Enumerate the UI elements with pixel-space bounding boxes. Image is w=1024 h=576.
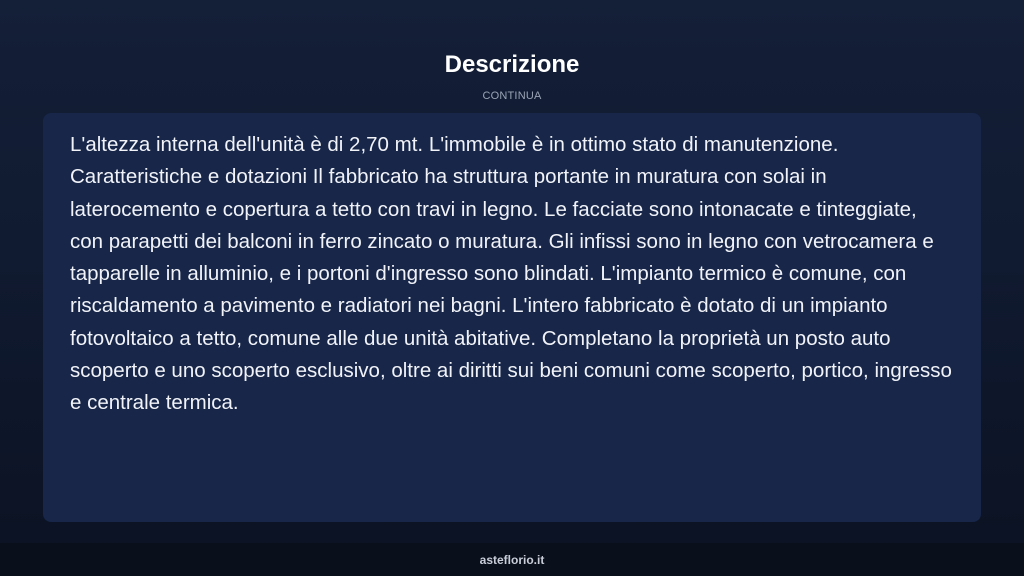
page-title: Descrizione — [444, 51, 580, 78]
page-subtitle: CONTINUA — [482, 90, 542, 102]
footer-site-name: asteflorio.it — [479, 553, 545, 567]
description-card — [43, 113, 981, 522]
footer-bar — [0, 543, 1024, 576]
description-text: L'altezza interna dell'unità è di 2,70 mt. L'immobile è in ottimo stato di manutenzione. Caratteristiche e dotazioni Il fabbricato ha struttura portante in muratura con solai in laterocemento e copertura a tetto con travi in legno. Le facciate sono intonacate e tinteggiate, con parapetti dei balconi in ferro zincato o muratura. Gli infissi sono in legno con vetrocamera e tapparelle in alluminio, e i portoni d'ingresso sono blindati. L'impianto termico è comune, con riscaldamento a pavimento e radiatori nei bagni. L'intero fabbricato è dotato di un impianto fotovoltaico a tetto, comune alle due unità abitative. Completano la proprietà un posto auto scoperto e uno scoperto esclusivo, oltre ai diritti sui beni comuni come scoperto, portico, ingresso e centrale termica. — [70, 133, 952, 415]
